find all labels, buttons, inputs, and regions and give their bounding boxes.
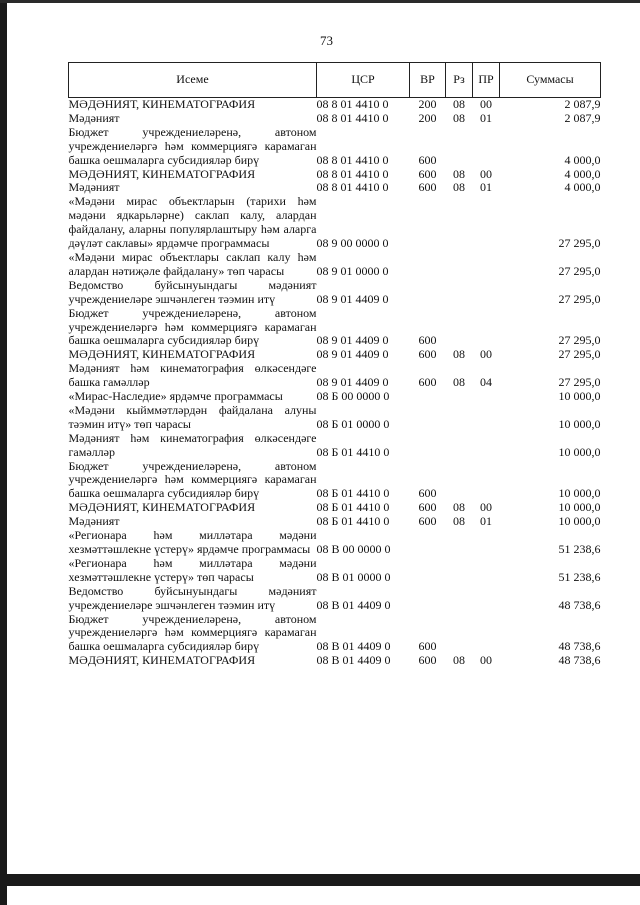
row-csr-code: 08 Б 01 0000 0	[316, 416, 390, 431]
row-csr-code: 08 Б 00 0000 0	[316, 389, 390, 404]
row-name: Мәдәният	[68, 110, 120, 125]
row-name: Ведомство буйсынуындагы мәдәният учреждениеләре эшчәнлеген тәэмин итү	[68, 277, 317, 306]
row-vr-code	[410, 279, 446, 307]
row-rz-code	[446, 529, 473, 557]
row-amount: 27 295,0	[558, 375, 601, 390]
table-row	[69, 279, 601, 307]
row-csr-code: 08 9 01 0000 0	[316, 263, 389, 278]
row-pr-code: 00	[480, 653, 492, 668]
header-name: Исеме	[69, 63, 317, 98]
row-pr-code: 00	[480, 97, 492, 111]
table-row	[69, 529, 601, 557]
table-row	[69, 404, 601, 432]
row-csr-code: 08 В 00 0000 0	[316, 542, 391, 556]
row-amount: 27 295,0	[558, 291, 601, 306]
table-row	[69, 307, 601, 349]
row-vr-code: 600	[418, 166, 437, 181]
row-amount: 27 295,0	[558, 333, 601, 348]
row-vr-code	[410, 432, 446, 460]
row-rz-code	[446, 251, 473, 279]
table-header-row	[69, 63, 601, 98]
row-amount: 10 000,0	[558, 500, 601, 515]
row-csr-code: 08 Б 01 4410 0	[316, 500, 390, 515]
table-row	[69, 168, 601, 182]
header-vr: ВР	[410, 63, 446, 98]
budget-table	[68, 62, 601, 668]
row-vr-code: 200	[418, 110, 437, 125]
row-csr-code: 08 9 01 4409 0	[316, 291, 389, 306]
row-name: МӘДӘНИЯТ, КИНЕМАТОГРАФИЯ	[68, 97, 256, 111]
row-vr-code: 600	[418, 152, 437, 167]
row-csr-code: 08 Б 01 4410 0	[316, 486, 390, 501]
row-pr-code	[473, 195, 500, 251]
row-csr-code: 08 Б 01 4410 0	[316, 444, 390, 459]
row-pr-code: 00	[480, 500, 492, 515]
row-vr-code	[410, 251, 446, 279]
row-amount: 51 238,6	[558, 569, 601, 584]
row-csr-code: 08 В 01 0000 0	[316, 569, 391, 584]
row-amount: 48 738,6	[558, 597, 601, 612]
row-rz-code: 08	[453, 375, 465, 390]
row-csr-code: 08 9 00 0000 0	[316, 236, 389, 251]
row-rz-code: 08	[453, 180, 465, 195]
row-rz-code	[446, 404, 473, 432]
table-row	[69, 98, 601, 112]
row-name: МӘДӘНИЯТ, КИНЕМАТОГРАФИЯ	[68, 347, 256, 362]
row-amount: 2 087,9	[564, 97, 601, 111]
page-number: 73	[320, 33, 333, 48]
row-csr-code: 08 8 01 4410 0	[316, 180, 389, 195]
row-pr-code: 01	[480, 110, 492, 125]
table-row	[69, 515, 601, 529]
row-name: Мәдәният һәм кинематография өлкәсендәге башка гамәлләр	[68, 361, 317, 390]
row-pr-code: 01	[480, 180, 492, 195]
row-vr-code: 200	[418, 97, 437, 111]
row-pr-code	[473, 585, 500, 613]
table-body	[69, 98, 601, 669]
row-pr-code	[473, 432, 500, 460]
scan-edge-top	[0, 0, 640, 3]
row-name: МӘДӘНИЯТ, КИНЕМАТОГРАФИЯ	[68, 653, 256, 668]
row-vr-code: 600	[418, 375, 437, 390]
table-row	[69, 195, 601, 251]
row-pr-code	[473, 279, 500, 307]
row-amount: 2 087,9	[564, 110, 601, 125]
table-row	[69, 181, 601, 195]
row-pr-code	[473, 460, 500, 502]
table-row	[69, 126, 601, 168]
row-name: Мәдәният һәм кинематография өлкәсендәге гамәлләр	[68, 430, 317, 459]
row-rz-code: 08	[453, 347, 465, 362]
row-rz-code: 08	[453, 500, 465, 515]
table-row	[69, 251, 601, 279]
table-row	[69, 654, 601, 668]
row-pr-code	[473, 557, 500, 585]
table-row	[69, 501, 601, 515]
table-row	[69, 390, 601, 404]
row-rz-code: 08	[453, 653, 465, 668]
row-amount: 4 000,0	[564, 180, 601, 195]
row-amount: 10 000,0	[558, 486, 601, 501]
row-rz-code	[446, 279, 473, 307]
row-vr-code: 600	[418, 486, 437, 501]
row-rz-code	[446, 195, 473, 251]
row-rz-code: 08	[453, 514, 465, 529]
row-vr-code: 600	[418, 639, 437, 654]
row-rz-code	[446, 432, 473, 460]
row-pr-code	[473, 251, 500, 279]
row-amount: 27 295,0	[558, 236, 601, 251]
row-amount: 48 738,6	[558, 653, 601, 668]
row-vr-code	[410, 404, 446, 432]
row-csr-code: 08 В 01 4409 0	[316, 639, 391, 654]
row-amount: 10 000,0	[558, 444, 601, 459]
row-rz-code	[446, 126, 473, 168]
table-row	[69, 362, 601, 390]
row-vr-code: 600	[418, 347, 437, 362]
row-csr-code: 08 9 01 4409 0	[316, 333, 389, 348]
row-name: «Мәдәни мирас объектларын (тарихи һәм мәдәни ядкарьләрне) саклап калу, алардан файдалану, аларны популярлаштыру һәм аларга дәүләт саклавы» ярдәмче программасы	[68, 194, 317, 251]
row-vr-code	[410, 195, 446, 251]
row-rz-code	[446, 613, 473, 655]
row-name: «Мәдәни кыйммәтләрдән файдалана алуны тәэмин итү» төп чарасы	[68, 402, 317, 431]
row-vr-code	[410, 529, 446, 557]
row-vr-code: 600	[418, 653, 437, 668]
row-vr-code: 600	[418, 500, 437, 515]
row-csr-code: 08 9 01 4409 0	[316, 347, 389, 362]
row-name: «Регионара һәм милләтара мәдәни хезмәттәшлекне үстерү» ярдәмче программасы	[68, 528, 317, 556]
row-rz-code	[446, 585, 473, 613]
row-amount: 48 738,6	[558, 639, 601, 654]
row-rz-code	[446, 460, 473, 502]
row-amount: 10 000,0	[558, 416, 601, 431]
row-csr-code: 08 8 01 4410 0	[316, 152, 389, 167]
row-pr-code	[473, 529, 500, 557]
row-pr-code	[473, 613, 500, 655]
row-pr-code: 00	[480, 166, 492, 181]
row-amount: 27 295,0	[558, 347, 601, 362]
row-rz-code: 08	[453, 97, 465, 111]
row-name: Бюджет учреждениеләренә, автоном учреждениеләргә һәм коммерциягә карамаган башка оешмаларга субсидияләр бирү	[68, 124, 317, 167]
row-csr-code: 08 В 01 4409 0	[316, 653, 391, 668]
row-rz-code	[446, 557, 473, 585]
row-pr-code: 01	[480, 514, 492, 529]
row-vr-code	[410, 557, 446, 585]
row-vr-code: 600	[418, 333, 437, 348]
row-amount: 51 238,6	[558, 542, 601, 556]
row-vr-code: 600	[418, 514, 437, 529]
row-rz-code	[446, 307, 473, 349]
row-amount: 4 000,0	[564, 152, 601, 167]
row-pr-code	[473, 390, 500, 404]
row-csr-code: 08 8 01 4410 0	[316, 110, 389, 125]
row-rz-code: 08	[453, 110, 465, 125]
table-row	[69, 557, 601, 585]
row-amount: 4 000,0	[564, 166, 601, 181]
row-pr-code	[473, 307, 500, 349]
row-rz-code: 08	[453, 166, 465, 181]
row-name: Бюджет учреждениеләренә, автоном учреждениеләргә һәм коммерциягә карамаган башка оешмаларга субсидияләр бирү	[68, 611, 317, 654]
row-vr-code	[410, 585, 446, 613]
row-amount: 10 000,0	[558, 389, 601, 404]
table-row	[69, 432, 601, 460]
row-name: «Мирас-Наследие» ярдәмче программасы	[68, 389, 283, 404]
row-name: Бюджет учреждениеләренә, автоном учреждениеләргә һәм коммерциягә карамаган башка оешмаларга субсидияләр бирү	[68, 305, 317, 348]
header-sum: Суммасы	[500, 63, 601, 98]
row-name: Бюджет учреждениеләренә, автоном учреждениеләргә һәм коммерциягә карамаган башка оешмаларга субсидияләр бирү	[68, 458, 317, 501]
table-row	[69, 613, 601, 655]
row-name: Мәдәният	[68, 180, 120, 195]
row-csr-code: 08 В 01 4409 0	[316, 597, 391, 612]
table-row	[69, 460, 601, 502]
header-rz: Рз	[446, 63, 473, 98]
row-name: «Мәдәни мирас объектлары саклап калу һәм алардан нәтиҗәле файдалану» төп чарасы	[68, 249, 317, 278]
row-csr-code: 08 9 01 4409 0	[316, 375, 389, 390]
row-name: Ведомство буйсынуындагы мәдәният учреждениеләре эшчәнлеген тәэмин итү	[68, 583, 317, 612]
table-row	[69, 112, 601, 126]
row-amount: 27 295,0	[558, 263, 601, 278]
header-csr: ЦСР	[317, 63, 410, 98]
header-pr: ПР	[473, 63, 500, 98]
scan-edge-bottom	[0, 874, 640, 886]
table-row	[69, 585, 601, 613]
row-pr-code	[473, 404, 500, 432]
table-row	[69, 348, 601, 362]
row-pr-code	[473, 126, 500, 168]
row-vr-code: 600	[418, 180, 437, 195]
row-name: МӘДӘНИЯТ, КИНЕМАТОГРАФИЯ	[68, 500, 256, 515]
row-csr-code: 08 8 01 4410 0	[316, 166, 389, 181]
row-csr-code: 08 Б 01 4410 0	[316, 514, 390, 529]
row-name: «Регионара һәм милләтара мәдәни хезмәттәшлекне үстерү» төп чарасы	[68, 555, 317, 584]
row-amount: 10 000,0	[558, 514, 601, 529]
row-name: Мәдәният	[68, 514, 120, 529]
scan-edge-left	[0, 0, 7, 905]
row-vr-code	[410, 390, 446, 404]
row-csr-code: 08 8 01 4410 0	[316, 97, 389, 111]
row-pr-code: 04	[480, 375, 492, 390]
row-name: МӘДӘНИЯТ, КИНЕМАТОГРАФИЯ	[68, 166, 256, 181]
row-pr-code: 00	[480, 347, 492, 362]
row-rz-code	[446, 390, 473, 404]
